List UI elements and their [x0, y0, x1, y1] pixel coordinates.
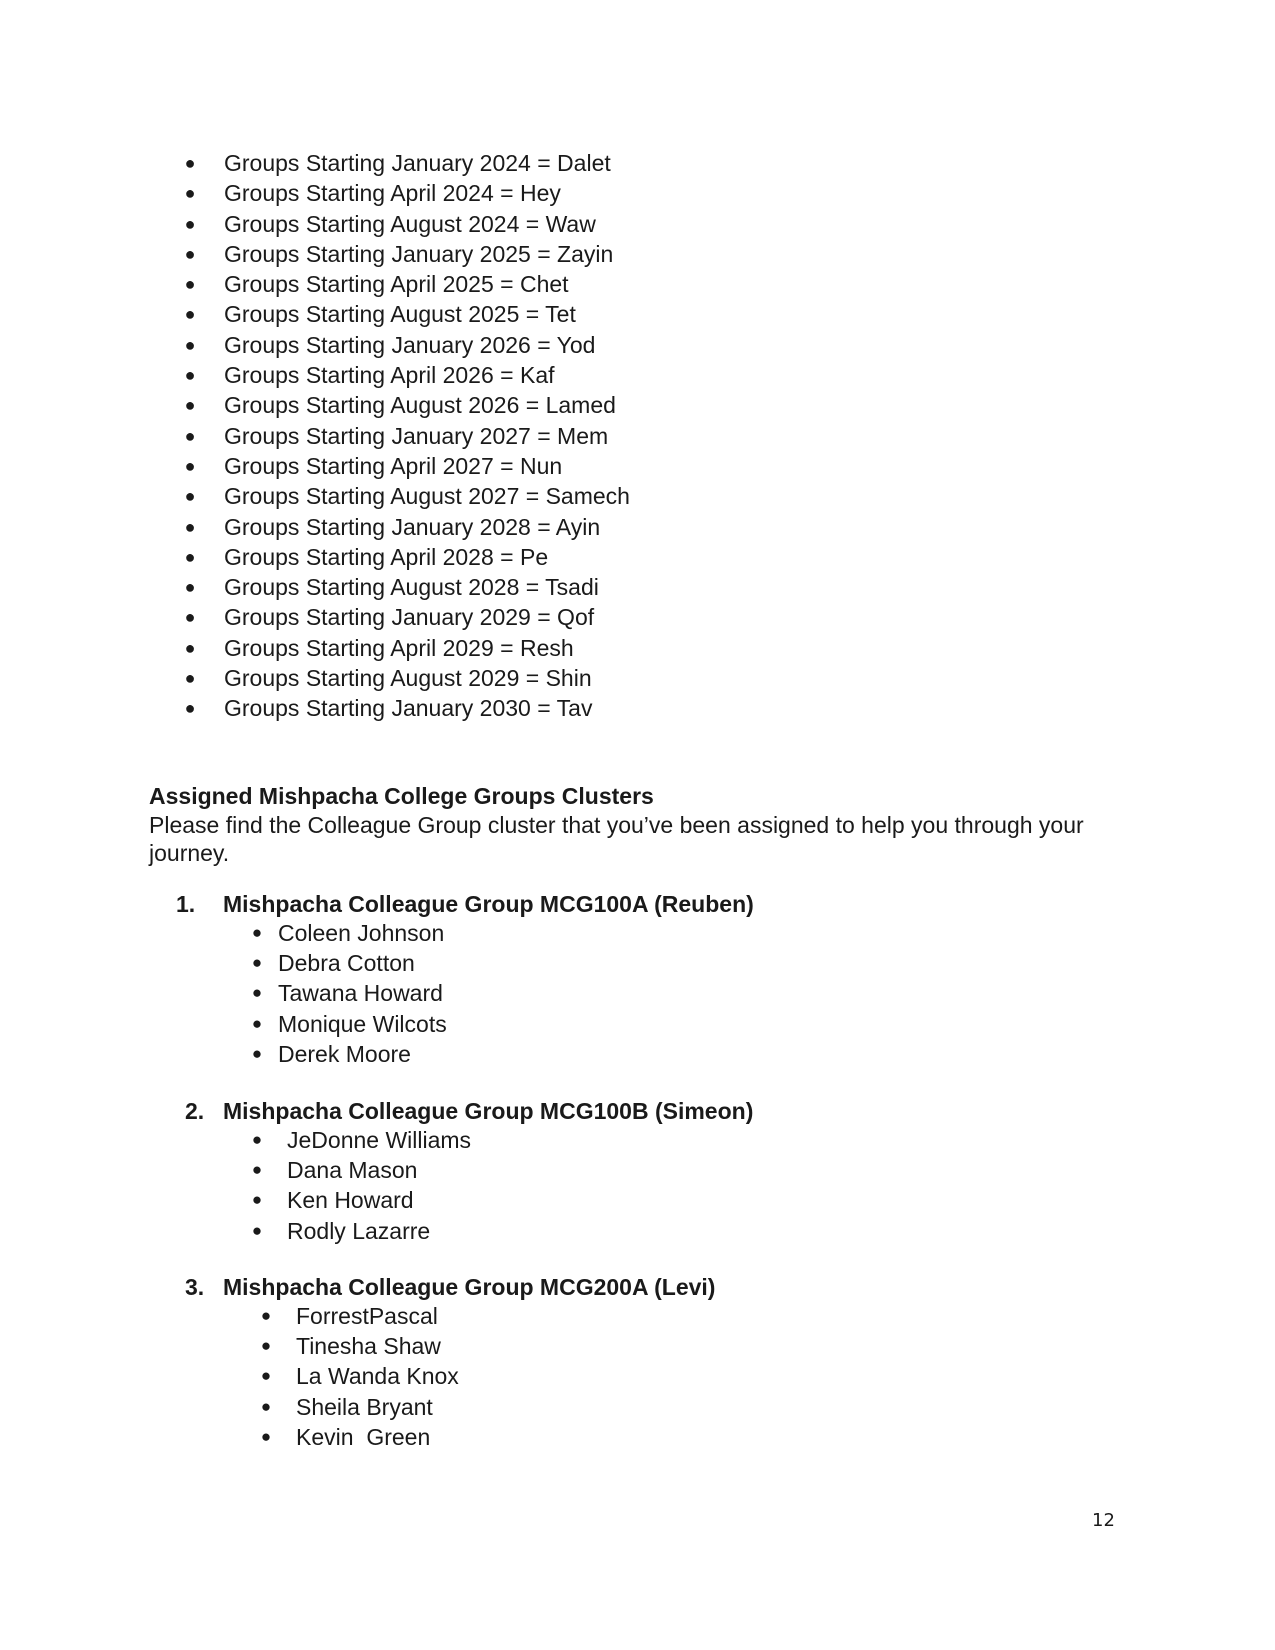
- bullet-icon: ●: [251, 953, 263, 973]
- cohort-text: Groups Starting January 2029 = Qof: [224, 604, 595, 631]
- bullet-icon: ●: [184, 546, 196, 567]
- cohort-text: Groups Starting January 2027 = Mem: [224, 422, 609, 449]
- list-item: [183, 481, 630, 511]
- member-item: [259, 1301, 459, 1331]
- list-item: [183, 693, 630, 723]
- list-item: [183, 390, 630, 420]
- list-item: [183, 421, 630, 451]
- cohort-text: Groups Starting April 2025 = Chet: [224, 271, 569, 298]
- list-item: [183, 360, 630, 390]
- list-item: [183, 209, 630, 239]
- list-item: [183, 572, 630, 602]
- member-name: Sheila Bryant: [296, 1393, 433, 1420]
- cohort-text: Groups Starting April 2029 = Resh: [224, 634, 574, 661]
- group-title: Mishpacha Colleague Group MCG200A (Levi): [223, 1274, 716, 1300]
- cohort-text: Groups Starting April 2026 = Kaf: [224, 362, 555, 389]
- bullet-icon: ●: [184, 577, 196, 598]
- member-item: [250, 918, 447, 948]
- bullet-icon: ●: [184, 274, 196, 295]
- member-item: [259, 1392, 459, 1422]
- member-list: [259, 1301, 459, 1452]
- bullet-icon: ●: [260, 1336, 272, 1356]
- bullet-icon: ●: [184, 486, 196, 507]
- bullet-icon: ●: [251, 1043, 263, 1063]
- cohort-text: Groups Starting April 2024 = Hey: [224, 180, 561, 207]
- member-item: [250, 1009, 447, 1039]
- bullet-icon: ●: [184, 213, 196, 234]
- list-item: [183, 633, 630, 663]
- bullet-icon: ●: [184, 698, 196, 719]
- bullet-icon: ●: [184, 334, 196, 355]
- bullet-icon: ●: [184, 243, 196, 264]
- member-name: Ken Howard: [287, 1187, 414, 1214]
- cohort-text: Groups Starting August 2028 = Tsadi: [224, 574, 599, 601]
- bullet-icon: ●: [184, 183, 196, 204]
- cohort-text: Groups Starting January 2025 = Zayin: [224, 240, 614, 267]
- group-number: 1.: [176, 891, 196, 917]
- bullet-icon: ●: [184, 304, 196, 325]
- cohort-list: [183, 148, 630, 724]
- member-item: [250, 1216, 471, 1246]
- bullet-icon: ●: [184, 455, 196, 476]
- bullet-icon: ●: [184, 637, 196, 658]
- member-item: [259, 1422, 459, 1452]
- bullet-icon: ●: [184, 153, 196, 173]
- list-item: [183, 663, 630, 693]
- cohort-text: Groups Starting August 2027 = Samech: [224, 483, 630, 510]
- list-item: [183, 148, 630, 178]
- cohort-text: Groups Starting August 2026 = Lamed: [224, 392, 616, 419]
- member-item: [250, 978, 447, 1008]
- cohort-text: Groups Starting April 2027 = Nun: [224, 452, 563, 479]
- cohort-text: Groups Starting April 2028 = Pe: [224, 543, 549, 570]
- member-name: Coleen Johnson: [278, 920, 445, 946]
- cohort-text: Groups Starting January 2028 = Ayin: [224, 513, 601, 540]
- member-name: Tinesha Shaw: [296, 1333, 441, 1360]
- member-item: [250, 1155, 471, 1185]
- cohort-text: Groups Starting August 2029 = Shin: [224, 665, 592, 692]
- member-name: Debra Cotton: [278, 950, 415, 977]
- section-title: Assigned Mishpacha College Groups Clusters: [149, 783, 654, 809]
- bullet-icon: ●: [184, 425, 196, 446]
- bullet-icon: ●: [251, 1130, 263, 1149]
- member-list: [250, 1125, 471, 1246]
- member-name: Monique Wilcots: [278, 1010, 447, 1037]
- member-list: [250, 918, 447, 1069]
- list-item: [183, 602, 630, 632]
- bullet-icon: ●: [184, 516, 196, 537]
- member-item: [259, 1331, 459, 1361]
- cohort-text: Groups Starting January 2024 = Dalet: [224, 150, 611, 176]
- bullet-icon: ●: [184, 365, 196, 386]
- list-item: [183, 330, 630, 360]
- member-name: Tawana Howard: [278, 980, 443, 1007]
- list-item: [183, 542, 630, 572]
- member-name: Kevin Green: [296, 1423, 431, 1450]
- member-item: [250, 1039, 447, 1069]
- bullet-icon: ●: [260, 1366, 272, 1386]
- bullet-icon: ●: [251, 1013, 263, 1033]
- member-name: Derek Moore: [278, 1040, 411, 1067]
- list-item: [183, 269, 630, 299]
- list-item: [183, 451, 630, 481]
- member-item: [250, 948, 447, 978]
- bullet-icon: ●: [251, 923, 263, 942]
- list-item: [183, 299, 630, 329]
- intro-paragraph: Please find the Colleague Group cluster that you’ve been assigned to help you through your journey.: [149, 812, 1084, 866]
- bullet-icon: ●: [260, 1396, 272, 1416]
- bullet-icon: ●: [184, 395, 196, 416]
- bullet-icon: ●: [260, 1306, 272, 1325]
- bullet-icon: ●: [184, 607, 196, 628]
- member-name: La Wanda Knox: [296, 1363, 459, 1390]
- group-title: Mishpacha Colleague Group MCG100A (Reuben): [223, 891, 754, 917]
- bullet-icon: ●: [184, 668, 196, 689]
- member-name: Dana Mason: [287, 1157, 418, 1184]
- group-title: Mishpacha Colleague Group MCG100B (Simeon): [223, 1098, 754, 1124]
- cohort-text: Groups Starting January 2026 = Yod: [224, 331, 596, 358]
- member-name: ForrestPascal: [296, 1303, 438, 1329]
- bullet-icon: ●: [251, 1220, 263, 1240]
- member-item: [250, 1185, 471, 1215]
- cohort-text: Groups Starting August 2025 = Tet: [224, 301, 576, 328]
- page-number: 12: [1092, 1510, 1115, 1531]
- list-item: [183, 512, 630, 542]
- list-item: [183, 239, 630, 269]
- bullet-icon: ●: [251, 1190, 263, 1210]
- member-item: [259, 1361, 459, 1391]
- group-number: 3.: [185, 1274, 205, 1300]
- group-number: 2.: [185, 1098, 205, 1124]
- bullet-icon: ●: [251, 983, 263, 1003]
- bullet-icon: ●: [251, 1160, 263, 1180]
- cohort-text: Groups Starting August 2024 = Waw: [224, 210, 596, 237]
- bullet-icon: ●: [260, 1426, 272, 1446]
- member-item: [250, 1125, 471, 1155]
- cohort-text: Groups Starting January 2030 = Tav: [224, 695, 593, 722]
- member-name: Rodly Lazarre: [287, 1217, 431, 1244]
- member-name: JeDonne Williams: [287, 1127, 472, 1153]
- list-item: [183, 178, 630, 208]
